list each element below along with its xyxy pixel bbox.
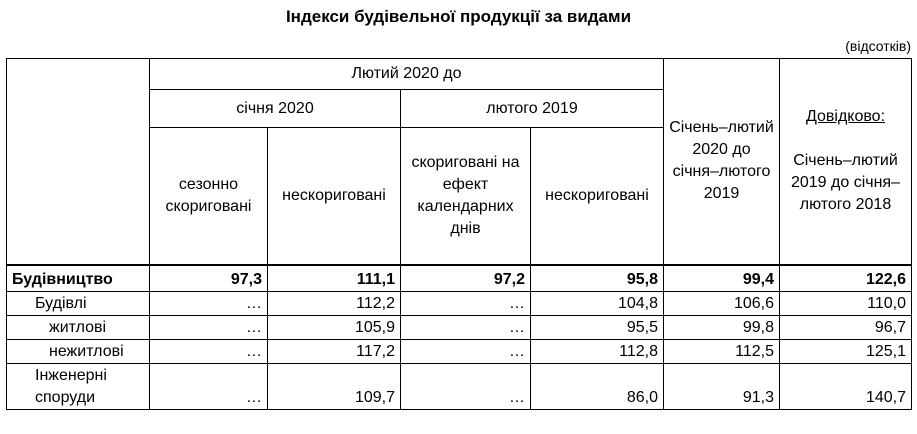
cell-value: 99,4 <box>664 265 780 292</box>
cell-value: … <box>401 292 531 316</box>
unit-label: (відсотків) <box>845 38 911 54</box>
cell-value: 96,7 <box>780 316 912 340</box>
row-label: Інженерні споруди <box>7 364 150 410</box>
cell-value: 106,6 <box>664 292 780 316</box>
cell-value: 104,8 <box>531 292 664 316</box>
header-col2: нескориговані <box>268 128 401 265</box>
header-col6: Січень–лютий 2019 до січня–лютого 2018 <box>790 152 900 214</box>
cell-value: 91,3 <box>664 364 780 410</box>
cell-value: 97,2 <box>401 265 531 292</box>
cell-value: 99,8 <box>664 316 780 340</box>
header-col5: Січень–лютий 2020 до січня–лютого 2019 <box>664 59 780 265</box>
table-row <box>7 292 912 316</box>
cell-value: … <box>150 340 268 364</box>
cell-value: … <box>401 364 531 410</box>
cell-value: 105,9 <box>268 316 401 340</box>
table-title: Індекси будівельної продукції за видами <box>285 7 632 26</box>
cell-value: 97,3 <box>150 265 268 292</box>
row-label: Будівництво <box>7 265 150 292</box>
cell-value: … <box>150 292 268 316</box>
cell-value: 95,8 <box>531 265 664 292</box>
header-group: Лютий 2020 до <box>150 59 664 90</box>
cell-value: 140,7 <box>780 364 912 410</box>
row-label: нежитлові <box>7 340 150 364</box>
cell-value: 125,1 <box>780 340 912 364</box>
cell-value: 86,0 <box>531 364 664 410</box>
header-empty-cell <box>7 59 150 265</box>
cell-value: 122,6 <box>780 265 912 292</box>
cell-value: 110,0 <box>780 292 912 316</box>
table-row <box>7 364 912 410</box>
cell-value: 117,2 <box>268 340 401 364</box>
index-table <box>6 58 912 410</box>
header-col4: нескориговані <box>531 128 664 265</box>
row-label: Будівлі <box>7 292 150 316</box>
header-col1: сезонно скориговані <box>150 128 268 265</box>
table-row <box>7 265 912 292</box>
header-sub2: лютого 2019 <box>401 90 664 128</box>
cell-value: … <box>401 316 531 340</box>
cell-value: … <box>401 340 531 364</box>
cell-value: … <box>150 364 268 410</box>
cell-value: 111,1 <box>268 265 401 292</box>
cell-value: 95,5 <box>531 316 664 340</box>
cell-value: 112,5 <box>664 340 780 364</box>
header-sub1: січня 2020 <box>150 90 401 128</box>
header-col3: скориговані на ефект календарних днів <box>401 128 531 265</box>
table-row <box>7 340 912 364</box>
cell-value: … <box>150 316 268 340</box>
header-col6-ref: Довідково: <box>805 108 886 126</box>
row-label: житлові <box>7 316 150 340</box>
table-row <box>7 316 912 340</box>
cell-value: 112,8 <box>531 340 664 364</box>
header-col6-cell <box>780 59 912 265</box>
cell-value: 109,7 <box>268 364 401 410</box>
cell-value: 112,2 <box>268 292 401 316</box>
